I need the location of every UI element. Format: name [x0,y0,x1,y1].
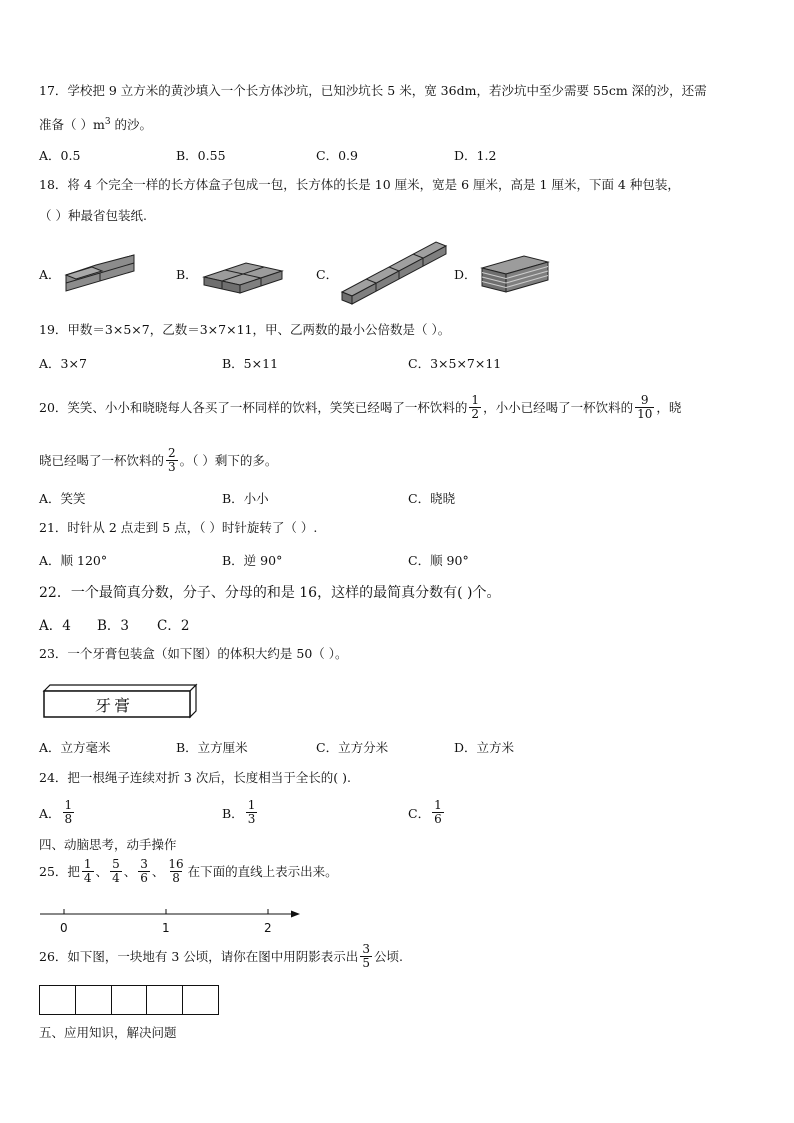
q18-option-d-figure[interactable] [478,252,552,296]
q17-line2-pre: 准备（ ）m [39,117,105,133]
number-line-tick-0: 0 [60,921,68,935]
toothpaste-box-label: 牙膏 [95,696,134,715]
q17-option-d[interactable]: D．1.2 [454,148,497,163]
q20-mid: ，小小已经喝了一杯饮料的 [483,399,634,415]
q18-line1: 18．将 4 个完全一样的长方体盒子包成一包，长方体的长是 10 厘米，宽是 6 厘米，高是 1 厘米，下面 4 种包装， [39,177,680,192]
q22-option-a[interactable]: A．4 [39,618,71,634]
q17-line2-post: 的沙。 [110,117,153,133]
q22-option-b[interactable]: B．3 [97,618,130,634]
q18-option-b-figure[interactable] [200,245,286,301]
q24-option-a-fraction: $\frac{1}{8}$ [64,798,73,826]
q20-fraction-3: $\frac{2}{3}$ [168,446,176,474]
q23-option-a[interactable]: A．立方毫米 [39,740,111,755]
q19-option-b[interactable]: B．5×11 [222,356,279,371]
q19-option-a[interactable]: A．3×7 [39,356,87,371]
q18-option-c-label[interactable]: C． [316,267,339,282]
q24-option-b-fraction: $\frac{1}{3}$ [247,798,256,826]
q24-text: 24．把一根绳子连续对折 3 次后，长度相当于全长的( ). [39,770,352,785]
q21-option-a[interactable]: A．顺 120° [39,553,108,568]
q21-option-b[interactable]: B．逆 90° [222,553,283,568]
q18-option-b-label[interactable]: B． [176,267,198,282]
q23-option-d[interactable]: D．立方米 [454,740,515,755]
q21-option-c[interactable]: C．顺 90° [408,553,469,568]
q20-line2-post: 。（ ）剩下的多。 [179,452,278,468]
q20-line2 [39,447,277,474]
section-4-heading: 四、动脑思考，动手操作 [39,837,177,852]
q20-line2-pre: 晓已经喝了一杯饮料的 [39,452,165,468]
q17-option-b[interactable]: B．0.55 [176,148,226,163]
q19-text: 19．甲数＝3×5×7，乙数＝3×7×11，甲、乙两数的最小公倍数是（ ）。 [39,322,451,337]
number-line[interactable] [38,906,302,922]
q24-option-c-fraction: $\frac{1}{6}$ [434,798,442,826]
q18-option-a-figure[interactable] [62,247,138,299]
q20-fraction-2: $\frac{9}{10}$ [637,393,653,421]
q23-option-c[interactable]: C．立方分米 [316,740,389,755]
q20-option-c[interactable]: C．晓晓 [408,491,456,506]
q20-fraction-1: $\frac{1}{2}$ [471,393,480,421]
q21-text: 21．时针从 2 点走到 5 点，（ ）时针旋转了（ ）. [39,520,318,535]
number-line-tick-1: 1 [162,921,170,935]
q25-fraction-3: $\frac{3}{6}$ [140,857,148,885]
q20-option-a[interactable]: A．笑笑 [39,491,86,506]
section-5-heading: 五、应用知识，解决问题 [39,1025,177,1040]
q25-fraction-2: $\frac{5}{4}$ [112,857,120,885]
q17-sup: 3 [104,117,111,127]
q24-option-c[interactable]: C． $\frac{1}{6}$ [408,798,442,826]
land-cell-1[interactable] [40,986,76,1014]
q18-option-c-figure[interactable] [338,236,450,308]
q26-fraction: $\frac{3}{5}$ [362,942,370,970]
q18-option-d-label[interactable]: D． [454,267,477,282]
land-cell-3[interactable] [112,986,148,1014]
q26-pre: 26．如下图，一块地有 3 公顷，请你在图中用阴影表示出 [39,948,359,964]
q20-option-b[interactable]: B．小小 [222,491,269,506]
land-grid[interactable] [39,985,219,1015]
q22-option-c[interactable]: C．2 [157,618,190,634]
q19-option-c[interactable]: C．3×5×7×11 [408,356,502,371]
land-cell-4[interactable] [147,986,183,1014]
q26-line [39,943,403,970]
q20-line1 [39,394,681,421]
q25-post: 在下面的直线上表示出来。 [187,863,338,879]
q17-line1: 17．学校把 9 立方米的黄沙填入一个长方体沙坑，已知沙坑长 5 米，宽 36dm，若沙坑中至少需要 55cm 深的沙，还需 [39,83,707,98]
q23-text: 23．一个牙膏包装盒（如下图）的体积大约是 50（ ）。 [39,646,348,661]
q24-option-a[interactable]: A． $\frac{1}{8}$ [39,798,73,826]
q25-pre: 25．把 [39,863,80,879]
q17-option-c[interactable]: C．0.9 [316,148,358,163]
q25-line: 25．把 $\frac{1}{4}$ 、 $\frac{5}{4}$ 、 $\frac{3}{6}$ 、 $\frac{16}{8}$ 在下面的直线上表示出来。 [39,857,338,885]
q18-line2: （ ）种最省包装纸. [39,208,147,223]
q17-option-a[interactable]: A．0.5 [39,148,81,163]
q25-fraction-1: $\frac{1}{4}$ [83,857,92,885]
q24-option-b[interactable]: B． $\frac{1}{3}$ [222,798,256,826]
q22-text: 22．一个最简真分数，分子、分母的和是 16，这样的最简真分数有( )个。 [39,585,501,601]
q18-option-a-label[interactable]: A． [39,267,61,282]
q17-line2 [39,114,152,133]
land-cell-2[interactable] [76,986,112,1014]
land-cell-5[interactable] [183,986,218,1014]
number-line-tick-2: 2 [264,921,272,935]
q20-end: ，晓 [656,399,682,415]
q23-option-b[interactable]: B．立方厘米 [176,740,248,755]
q25-fraction-4: $\frac{16}{8}$ [168,857,184,885]
q20-pre: 20．笑笑、小小和晓晓每人各买了一杯同样的饮料，笑笑已经喝了一杯饮料的 [39,399,468,415]
q26-post: 公顷. [373,948,403,964]
